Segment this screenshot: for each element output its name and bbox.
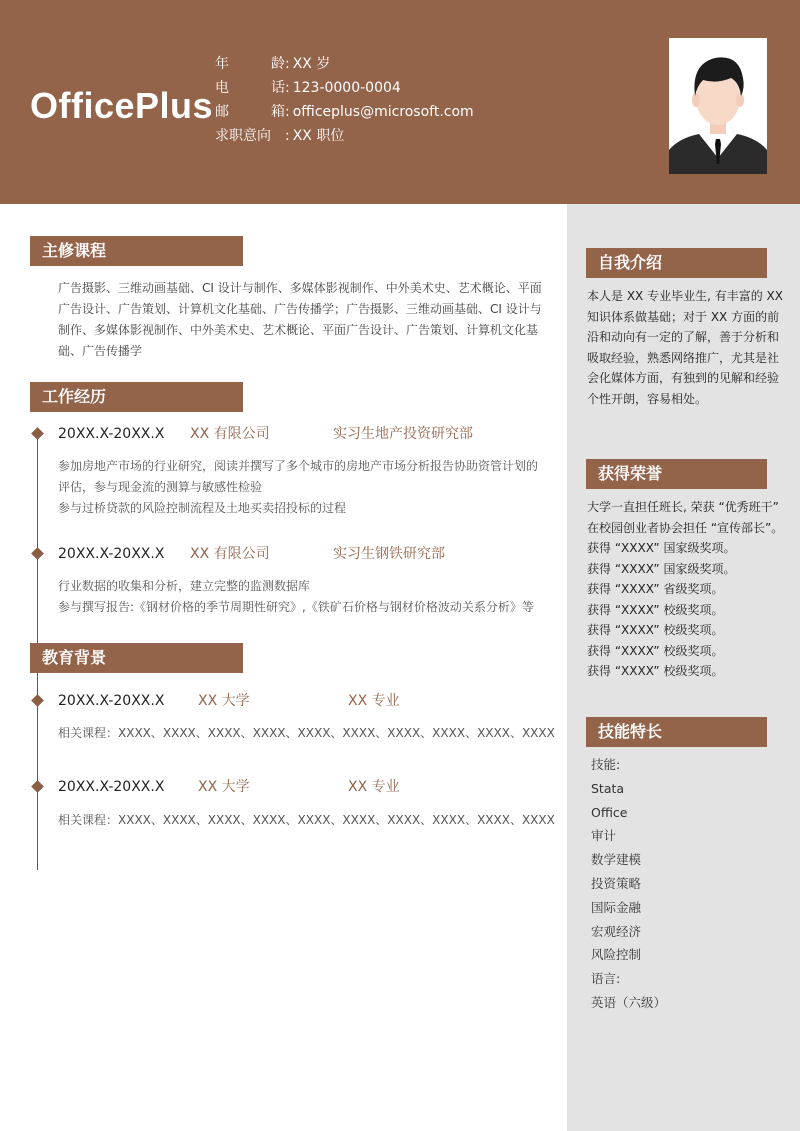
section-education-title: 教育背景 xyxy=(30,643,243,673)
skill-item: 数学建模 xyxy=(591,852,642,868)
timeline-marker xyxy=(31,427,44,440)
work-entry-role: 实习生地产投资研究部 xyxy=(333,426,473,442)
phone-value: 123-0000-0004 xyxy=(292,80,401,96)
info-row-age: 年 龄 : XX 岁 xyxy=(215,52,474,76)
honor-item: 在校园创业者协会担任 “宣传部长”。 xyxy=(587,520,784,535)
info-row-objective: 求职意向 : XX 职位 xyxy=(215,124,474,148)
skill-item: 风险控制 xyxy=(591,947,642,963)
work-entry-2 xyxy=(58,544,164,564)
skill-item: 英语（六级） xyxy=(591,994,667,1010)
honor-item: 获得 “XXXX” 校级奖项。 xyxy=(587,623,724,637)
profile-photo xyxy=(669,38,767,174)
timeline-marker xyxy=(31,780,44,793)
education-entry-1 xyxy=(58,691,164,711)
timeline-marker xyxy=(31,547,44,560)
education-entry-major: XX 专业 xyxy=(348,693,400,709)
skill-item: Office xyxy=(591,804,628,820)
courses-text: 广告摄影、三维动画基础、CI 设计与制作、多媒体影视制作、中外美术史、艺术概论、平面广告设计、广告策划、计算机文化基础、广告传播学；广告摄影、三维动画基础、CI 设计与制作、多媒体影视制作、中外美术史、艺术概论、平面广告设计、广告策划、计算机文化基础、广告传播学 xyxy=(58,281,542,358)
skill-item: Stata xyxy=(591,780,625,796)
info-row-email: 邮 箱 : officeplus@microsoft.com xyxy=(215,100,474,124)
skill-item: 技能: xyxy=(591,757,621,772)
work-entry-description: 行业数据的收集和分析，建立完整的监测数据库 参与撰写报告:《钢材价格的季节周期性研究》,《铁矿石价格与钢材价格波动关系分析》等 xyxy=(58,579,534,614)
timeline-marker xyxy=(31,694,44,707)
education-entry-courses: 相关课程：XXXX、XXXX、XXXX、XXXX、XXXX、XXXX、XXXX、XXXX、XXXX、XXXX xyxy=(58,813,555,827)
honor-item: 获得 “XXXX” 国家级奖项。 xyxy=(587,561,736,576)
work-entry-company: XX 有限公司 xyxy=(190,426,270,442)
education-entry-date: 20XX.X-20XX.X xyxy=(58,779,165,795)
personal-info xyxy=(215,52,474,148)
section-honors-title: 获得荣誉 xyxy=(586,459,767,489)
section-skills-title: 技能特长 xyxy=(586,717,767,747)
work-entry-role: 实习生钢铁研究部 xyxy=(333,546,445,562)
section-work-title: 工作经历 xyxy=(30,382,243,412)
honor-item: 获得 “XXXX” 校级奖项。 xyxy=(587,602,724,617)
work-entry-date: 20XX.X-20XX.X xyxy=(58,546,165,562)
email-value: officeplus@microsoft.com xyxy=(292,104,474,120)
honor-item: 获得 “XXXX” 校级奖项。 xyxy=(587,664,724,678)
honor-item: 获得 “XXXX” 校级奖项。 xyxy=(587,643,724,658)
skill-item: 投资策略 xyxy=(591,875,642,891)
skills-list xyxy=(591,753,666,1015)
info-row-phone: 电 话 : 123-0000-0004 xyxy=(215,76,474,100)
honor-item: 大学一直担任班长, 荣获 “优秀班干” xyxy=(587,500,779,514)
skill-item: 国际金融 xyxy=(591,899,642,915)
honors-list xyxy=(587,497,787,682)
age-value: XX 岁 xyxy=(292,56,331,72)
education-entry-school: XX 大学 xyxy=(198,779,250,795)
skill-item: 宏观经济 xyxy=(591,923,642,939)
honor-item: 获得 “XXXX” 国家级奖项。 xyxy=(587,541,736,555)
section-courses-title: 主修课程 xyxy=(30,236,243,266)
work-entry-company: XX 有限公司 xyxy=(190,546,270,562)
avatar-illustration xyxy=(669,38,767,174)
skill-item: 语言: xyxy=(591,971,621,987)
header-band xyxy=(0,0,800,204)
intro-text: 本人是 XX 专业毕业生, 有丰富的 XX 知识体系做基础；对于 XX 方面的前 沿和动向有一定的了解，善于分析和 吸取经验，熟悉网络推广，尤其是社 会化媒体方面，有独到的见解和经验 个性开朗，容易相处。 xyxy=(587,289,783,406)
honor-item: 获得 “XXXX” 省级奖项。 xyxy=(587,582,724,596)
education-entry-2 xyxy=(58,777,164,797)
education-entry-courses: 相关课程：XXXX、XXXX、XXXX、XXXX、XXXX、XXXX、XXXX、XXXX、XXXX、XXXX xyxy=(58,726,555,740)
education-entry-major: XX 专业 xyxy=(348,779,400,795)
section-intro-title: 自我介绍 xyxy=(586,248,767,278)
work-entry-description: 参加房地产市场的行业研究，阅读并撰写了多个城市的房地产市场分析报告协助资管计划的 评估，参与现金流的测算与敏感性检验 参与过桥贷款的风险控制流程及土地买卖招投标的过程 xyxy=(58,459,539,515)
work-entry-date: 20XX.X-20XX.X xyxy=(58,426,165,442)
education-entry-date: 20XX.X-20XX.X xyxy=(58,693,165,709)
work-entry-1 xyxy=(58,424,164,444)
objective-value: XX 职位 xyxy=(292,128,345,144)
brand-name: OfficePlus xyxy=(30,85,214,126)
skill-item: 审计 xyxy=(591,828,617,844)
education-entry-school: XX 大学 xyxy=(198,693,250,709)
